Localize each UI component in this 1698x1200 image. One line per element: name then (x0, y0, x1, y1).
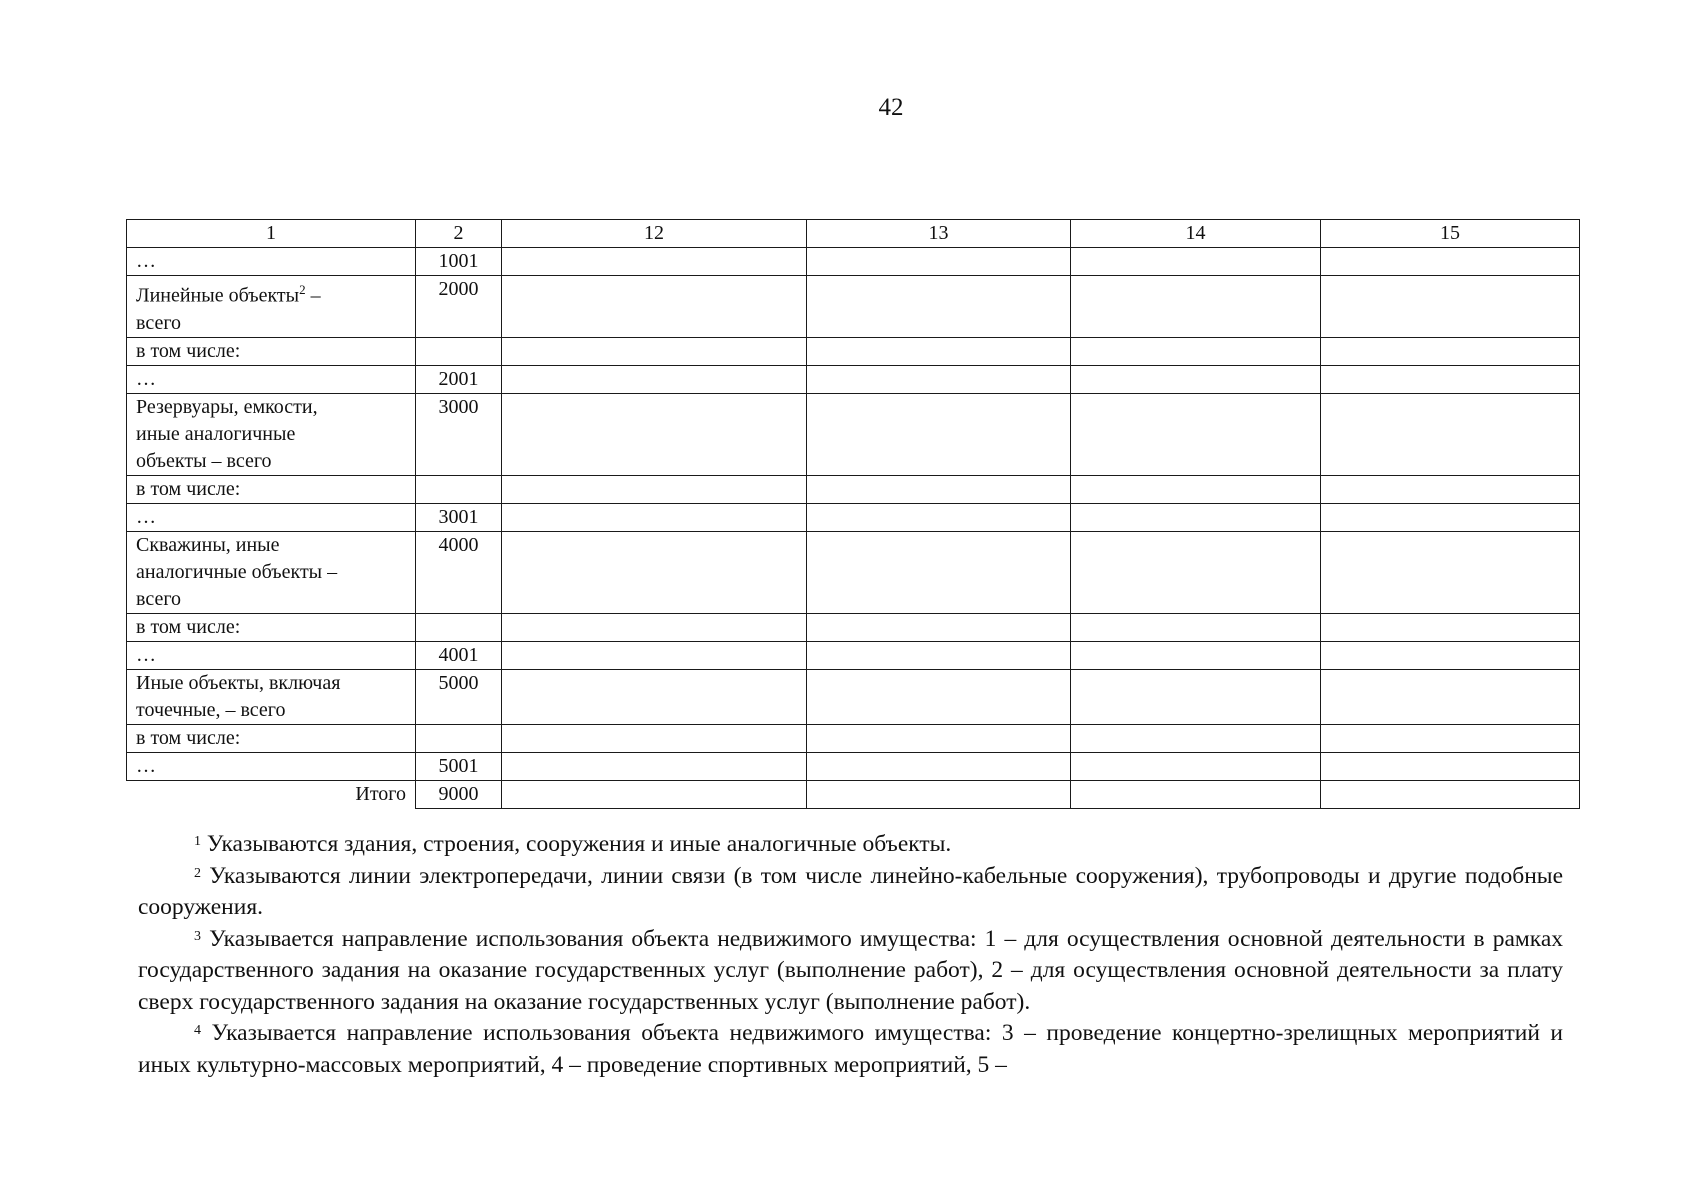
empty-cell (807, 752, 1071, 780)
row-code: 1001 (416, 248, 502, 276)
row-code (416, 337, 502, 365)
row-name: в том числе: (127, 337, 416, 365)
footnote-mark: 4 (194, 1023, 201, 1038)
empty-cell (807, 641, 1071, 669)
empty-cell (502, 780, 807, 808)
table-row (127, 248, 1580, 276)
table-total-row (127, 780, 1580, 808)
empty-cell (1071, 393, 1321, 475)
row-name (127, 276, 416, 338)
row-code: 3000 (416, 393, 502, 475)
empty-cell (1071, 365, 1321, 393)
empty-cell (1321, 276, 1580, 338)
empty-cell (502, 641, 807, 669)
footnote-mark: 2 (194, 865, 201, 881)
header-cell: 13 (807, 220, 1071, 248)
empty-cell (807, 475, 1071, 503)
table-row (127, 724, 1580, 752)
data-table (126, 219, 1580, 809)
empty-cell (1071, 475, 1321, 503)
empty-cell (1071, 724, 1321, 752)
row-code: 5001 (416, 752, 502, 780)
footnote-text: Указывается направление использования объекта недвижимого имущества: 3 – проведение концертно-зрелищных мероприятий и иных культурно-массовых мероприятий, 4 – проведение спортивных мероприятий, 5 – (138, 1020, 1564, 1078)
footnote-ref: 2 (299, 282, 306, 297)
empty-cell (1321, 365, 1580, 393)
header-cell: 1 (127, 220, 416, 248)
row-name: Иные объекты, включая точечные, – всего (127, 669, 416, 724)
footnote (138, 1018, 1563, 1081)
empty-cell (502, 276, 807, 338)
row-code: 4001 (416, 641, 502, 669)
row-name: в том числе: (127, 613, 416, 641)
empty-cell (1321, 752, 1580, 780)
table-row (127, 641, 1580, 669)
table-row (127, 531, 1580, 613)
empty-cell (1071, 669, 1321, 724)
empty-cell (502, 531, 807, 613)
empty-cell (1071, 752, 1321, 780)
row-name: … (127, 248, 416, 276)
row-code (416, 724, 502, 752)
table-row (127, 613, 1580, 641)
row-code: 2000 (416, 276, 502, 338)
empty-cell (807, 724, 1071, 752)
page-number: 42 (878, 94, 904, 121)
empty-cell (1071, 641, 1321, 669)
total-label: Итого (127, 780, 416, 808)
row-name: Резервуары, емкости, иные аналогичные объекты – всего (127, 393, 416, 475)
header-cell: 2 (416, 220, 502, 248)
empty-cell (502, 475, 807, 503)
empty-cell (1071, 613, 1321, 641)
empty-cell (807, 248, 1071, 276)
empty-cell (1321, 531, 1580, 613)
empty-cell (502, 365, 807, 393)
empty-cell (1321, 724, 1580, 752)
footnote (138, 861, 1563, 924)
empty-cell (1321, 475, 1580, 503)
footnote (138, 829, 1563, 861)
row-name: … (127, 641, 416, 669)
row-code: 3001 (416, 503, 502, 531)
footnote-text: Указываются здания, строения, сооружения и иные аналогичные объекты. (206, 831, 952, 857)
footnote-mark: 3 (194, 928, 201, 944)
footnote-text: Указывается направление использования объекта недвижимого имущества: 1 – для осуществления основной деятельности в рамках государственного задания на оказание государственных услуг (выполнение работ), 2 – для осуществления основной деятельности за плату сверх государственного задания на оказание государственных услуг (выполнение работ). (138, 925, 1563, 1015)
empty-cell (502, 724, 807, 752)
empty-cell (1071, 248, 1321, 276)
table-row (127, 503, 1580, 531)
empty-cell (1071, 780, 1321, 808)
empty-cell (807, 669, 1071, 724)
empty-cell (1071, 531, 1321, 613)
footnote-mark: 1 (194, 834, 201, 849)
total-code: 9000 (416, 780, 502, 808)
row-code: 2001 (416, 365, 502, 393)
table-row (127, 365, 1580, 393)
empty-cell (1071, 503, 1321, 531)
table-row (127, 337, 1580, 365)
row-code (416, 475, 502, 503)
data-table-container (126, 219, 1580, 809)
empty-cell (1321, 393, 1580, 475)
table-header-row (127, 220, 1580, 248)
empty-cell (502, 393, 807, 475)
row-code: 4000 (416, 531, 502, 613)
empty-cell (1321, 641, 1580, 669)
row-code: 5000 (416, 669, 502, 724)
table-row (127, 752, 1580, 780)
footnotes (138, 829, 1563, 1081)
row-code (416, 613, 502, 641)
empty-cell (502, 248, 807, 276)
footnote-text: Указываются линии электропередачи, линии связи (в том числе линейно-кабельные сооружения), трубопроводы и другие подобные сооружения. (138, 862, 1563, 920)
empty-cell (1321, 248, 1580, 276)
empty-cell (807, 531, 1071, 613)
empty-cell (807, 365, 1071, 393)
row-name: … (127, 503, 416, 531)
table-row (127, 276, 1580, 338)
empty-cell (502, 613, 807, 641)
row-name: … (127, 365, 416, 393)
empty-cell (1071, 276, 1321, 338)
row-name-text: Линейные объекты (136, 284, 300, 307)
empty-cell (807, 503, 1071, 531)
header-cell: 15 (1321, 220, 1580, 248)
empty-cell (502, 337, 807, 365)
empty-cell (807, 780, 1071, 808)
table-row (127, 475, 1580, 503)
empty-cell (807, 393, 1071, 475)
row-name: в том числе: (127, 724, 416, 752)
table-row (127, 669, 1580, 724)
empty-cell (807, 276, 1071, 338)
empty-cell (1071, 337, 1321, 365)
row-name-text-rest: – всего (136, 284, 321, 334)
table-row (127, 393, 1580, 475)
footnote (138, 924, 1563, 1019)
empty-cell (1321, 780, 1580, 808)
empty-cell (502, 503, 807, 531)
row-name: … (127, 752, 416, 780)
empty-cell (807, 337, 1071, 365)
header-cell: 14 (1071, 220, 1321, 248)
header-cell: 12 (502, 220, 807, 248)
empty-cell (1321, 613, 1580, 641)
empty-cell (807, 613, 1071, 641)
empty-cell (1321, 337, 1580, 365)
empty-cell (1321, 669, 1580, 724)
row-name: в том числе: (127, 475, 416, 503)
empty-cell (502, 752, 807, 780)
empty-cell (1321, 503, 1580, 531)
empty-cell (502, 669, 807, 724)
row-name: Скважины, иные аналогичные объекты – всего (127, 531, 416, 613)
